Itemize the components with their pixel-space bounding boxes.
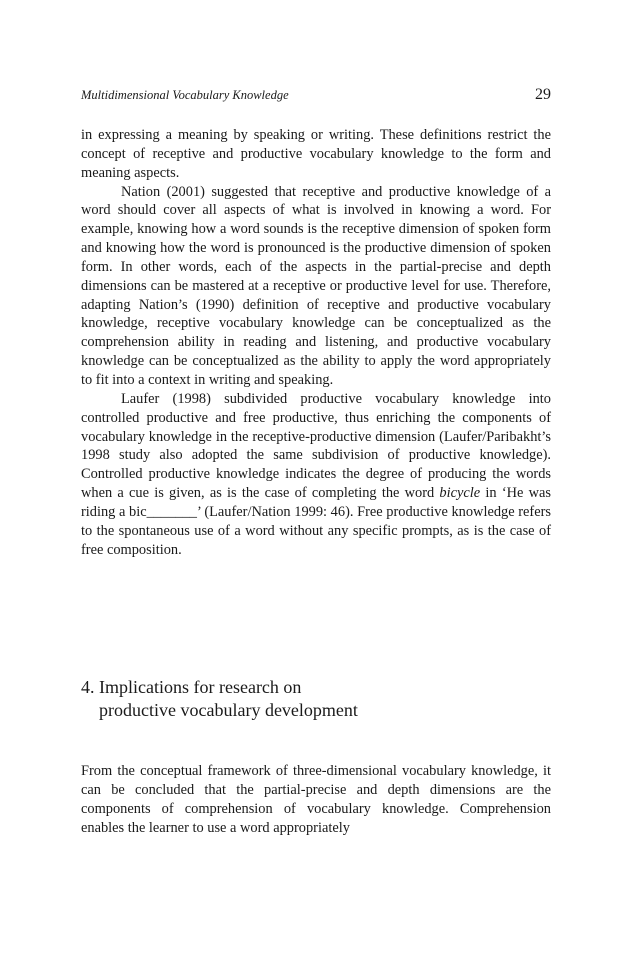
running-header	[81, 86, 551, 106]
paragraph-3	[81, 390, 551, 560]
paragraph-3-text-b: in ‘He was riding a bic_______’ (Laufer/Nation 1999: 46). Free productive knowledge refers to the spontaneous use of a word without any specific prompts, as is the case of free composition.	[81, 485, 551, 558]
section-heading	[81, 676, 551, 722]
page-number: 29	[535, 86, 551, 103]
body-text-upper	[81, 126, 551, 559]
running-title: Multidimensional Vocabulary Knowledge	[81, 88, 289, 102]
italic-term-bicycle: bicycle	[439, 485, 481, 502]
paragraph-2: Nation (2001) suggested that receptive and productive knowledge of a word should cover all aspects of what is involved in knowing a word. For example, knowing how a word sounds is the receptive dimension of spoken form and knowing how the word is pronounced is the productive dimension of spoken form. In other words, each of the aspects in the partial-precise and depth dimensions can be mastered at a receptive or productive level for use. Therefore, adapting Nation’s (1990) definition of receptive and productive vocabulary knowledge, receptive vocabulary knowledge can be conceptualized as the comprehension ability in reading and listening, and productive vocabulary knowledge can be conceptualized as the ability to apply the word appropriately to fit into a context in writing and speaking.	[81, 183, 551, 388]
paragraph-1: in expressing a meaning by speaking or writing. These definitions restrict the concept of receptive and productive vocabulary knowledge to the form and meaning aspects.	[81, 127, 551, 181]
body-text-lower	[81, 762, 551, 837]
paragraph-4: From the conceptual framework of three-dimensional vocabulary knowledge, it can be concluded that the partial-precise and depth dimensions are the components of comprehension of vocabulary knowledge. Comprehension enables the learner to use a word appropriately	[81, 763, 551, 836]
paragraph-3-text-a: Laufer (1998) subdivided productive vocabulary knowledge into controlled productive and free productive, thus enriching the components of vocabulary knowledge in the receptive-productive dimension (Laufer/Paribakht’s 1998 study also adopted the same subdivision of productive knowledge). Controlled productive knowledge indicates the degree of producing the words when a cue is given, as is the case of completing the word	[81, 390, 551, 502]
section-heading-line-1: 4. Implications for research on	[81, 677, 302, 697]
section-heading-line-2: productive vocabulary development	[99, 700, 358, 720]
